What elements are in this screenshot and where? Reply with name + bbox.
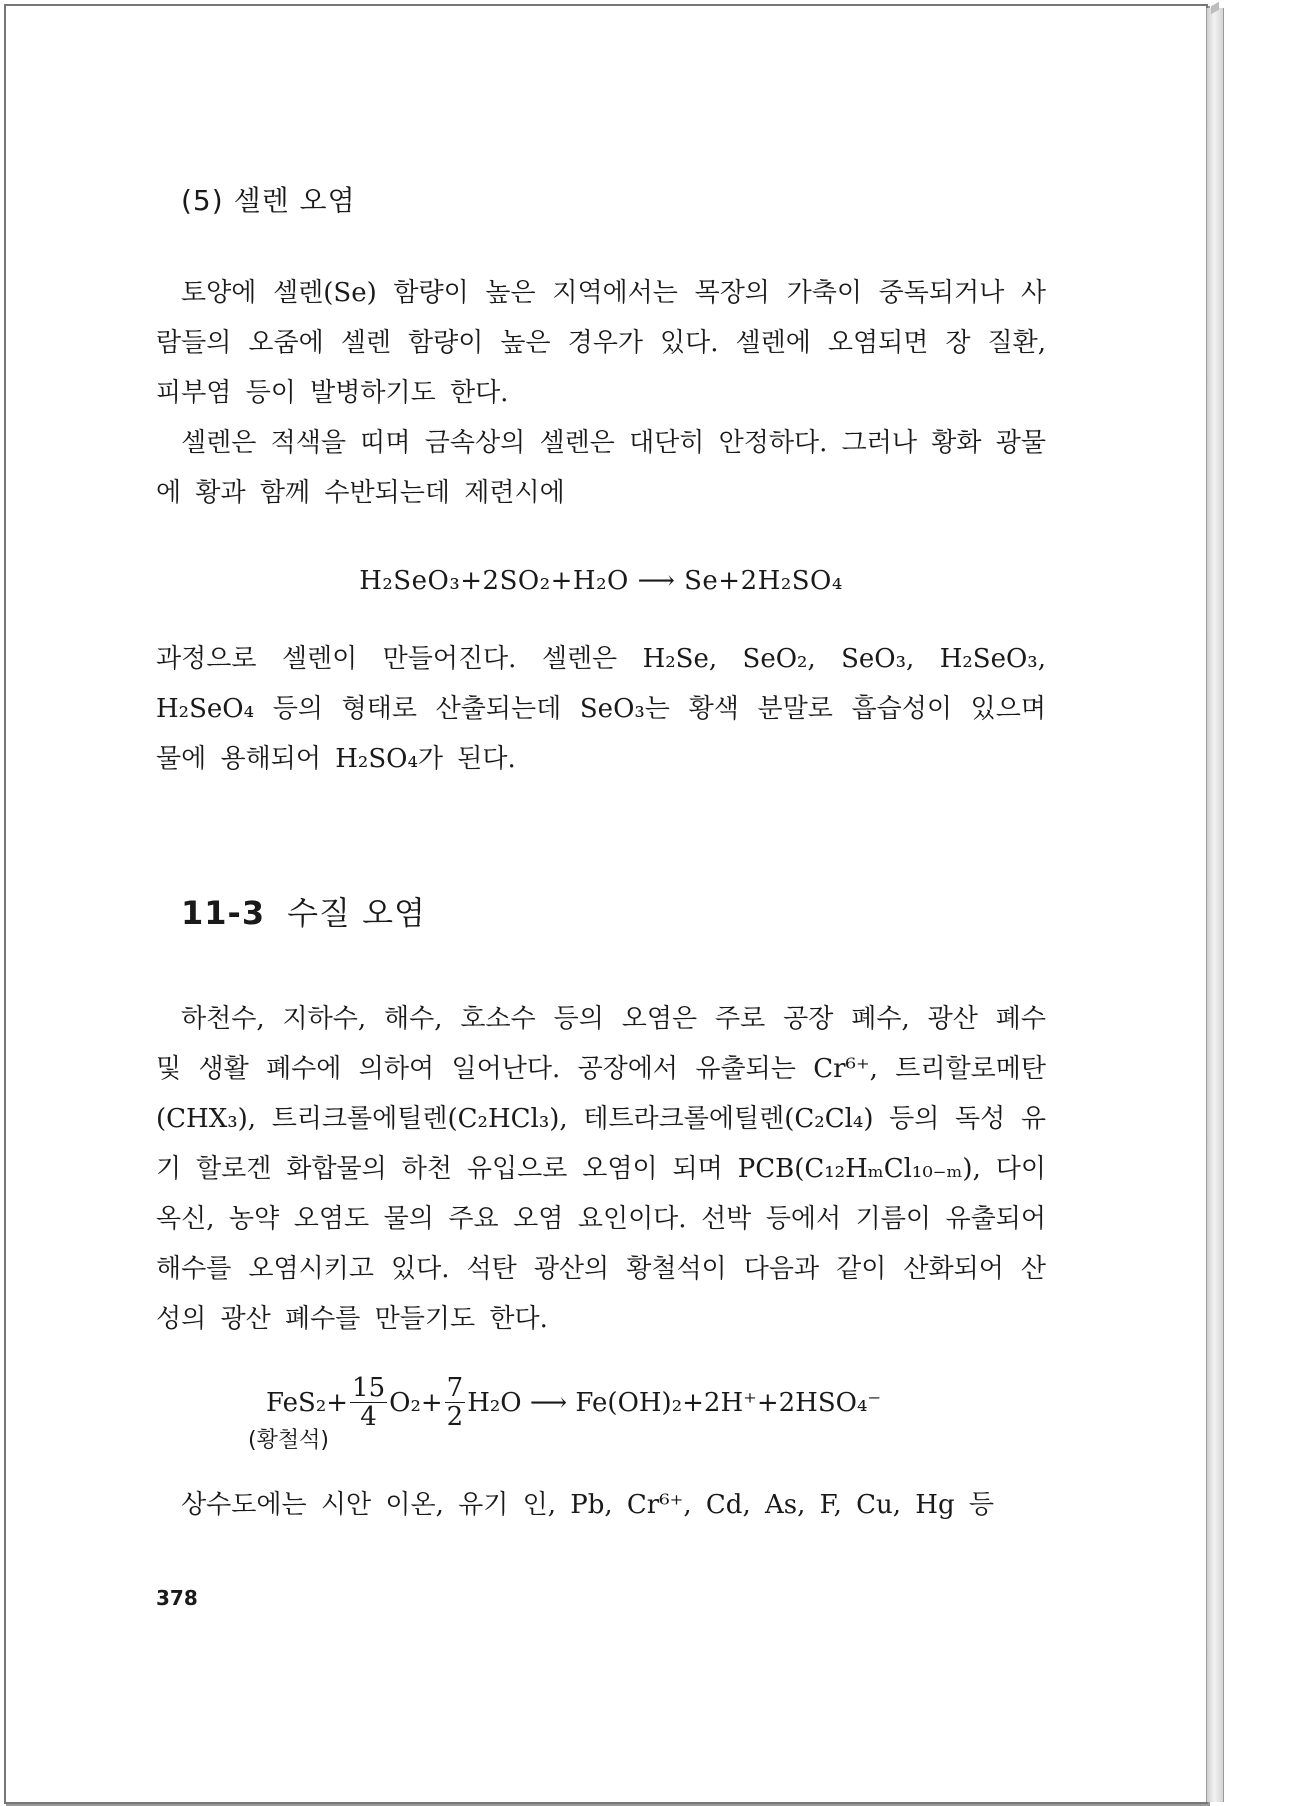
page-number: 378 — [156, 1586, 198, 1610]
section-title: (5) 셀렌 오염 — [181, 184, 356, 217]
chapter-title: 수질 오염 — [287, 894, 426, 932]
fraction-numerator: 15 — [352, 1373, 386, 1403]
fraction-numerator: 7 — [446, 1373, 464, 1403]
eq-mid-2: H₂O ⟶ Fe(OH)₂+2H⁺+2HSO₄⁻ — [467, 1387, 882, 1418]
fraction-7-2 — [445, 1374, 466, 1431]
chapter-paragraph-1: 하천수, 지하수, 해수, 호소수 등의 오염은 주로 공장 폐수, 광산 폐수 및 생활 폐수에 의하여 일어난다. 공장에서 유출되는 Cr⁶⁺, 트리할로메탄(CHX₃), 트리크롤에틸렌(C₂HCl₃), 테트라크롤에틸렌(C₂Cl₄) 등의 독성 유기 할로겐 화합물의 하천 유입으로 오염이 되며 PCB(C₁₂HₘCl₁₀₋ₘ), 다이옥신, 농약 오염도 물의 주요 오염 요인이다. 선박 등에서 기름이 유출되어 해수를 오염시키고 있다. 석탄 광산의 황철석이 다음과 같이 산화되어 산성의 광산 폐수를 만들기도 한다. — [156, 1004, 1046, 1334]
chapter-paragraph-2: 상수도에는 시안 이온, 유기 인, Pb, Cr⁶⁺, Cd, As, F, Cu, Hg 등 — [181, 1490, 995, 1520]
section-paragraph-1: 토양에 셀렌(Se) 함량이 높은 지역에서는 목장의 가축이 중독되거나 사람들의 오줌에 셀렌 함량이 높은 경우가 있다. 셀렌에 오염되면 장 질환, 피부염 등이 발병하기도 한다. — [156, 278, 1046, 408]
page-content — [156, 156, 1046, 1530]
eq-mid-1: O₂+ — [389, 1387, 443, 1418]
pyrite-equation — [156, 1346, 1046, 1453]
pyrite-label: (황철석) — [248, 1428, 329, 1453]
book-page — [4, 4, 1208, 1804]
chapter-heading — [181, 888, 1046, 938]
fraction-denominator: 4 — [360, 1402, 377, 1432]
page-stack-edge — [1206, 8, 1224, 1802]
section-paragraph-3: 과정으로 셀렌이 만들어진다. 셀렌은 H₂Se, SeO₂, SeO₃, H₂SeO₃, H₂SeO₄ 등의 형태로 산출되는데 SeO₃는 황색 분말로 흡습성이 있으며 물에 용해되어 H₂SO₄가 된다. — [156, 644, 1046, 774]
chapter-number: 11-3 — [181, 894, 266, 932]
selenium-equation: H₂SeO₃+2SO₂+H₂O ⟶ Se+2H₂SO₄ — [359, 566, 843, 596]
fraction-denominator: 2 — [446, 1402, 464, 1432]
fraction-15-4 — [350, 1374, 387, 1431]
section-paragraph-2: 셀렌은 적색을 띠며 금속상의 셀렌은 대단히 안정하다. 그러나 황화 광물에 황과 함께 수반되는데 제련시에 — [156, 428, 1047, 508]
eq-lhs: FeS₂+ — [266, 1387, 349, 1418]
